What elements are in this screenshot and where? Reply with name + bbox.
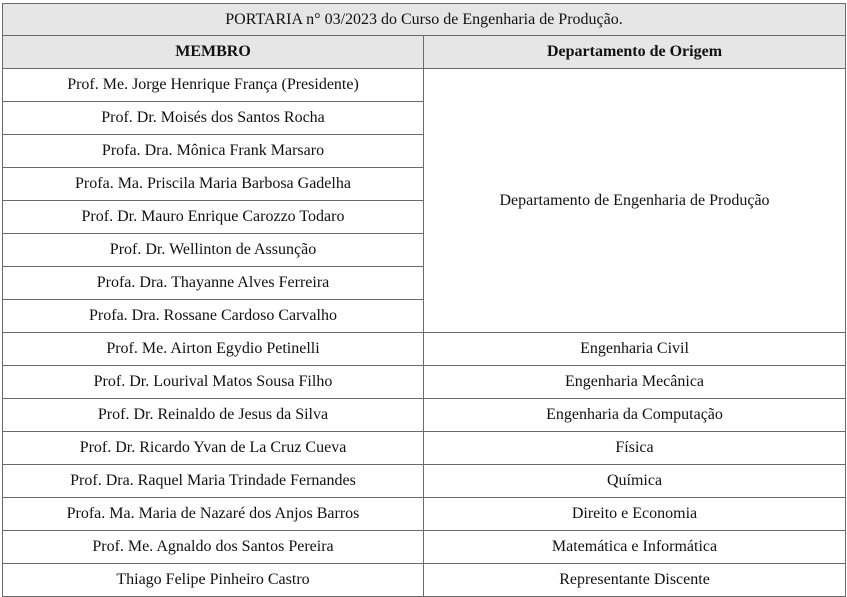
portaria-table — [2, 3, 846, 597]
department-cell: Engenharia da Computação — [424, 399, 846, 432]
member-cell: Prof. Me. Agnaldo dos Santos Pereira — [3, 531, 424, 564]
table-row — [3, 465, 846, 498]
column-header-department: Departamento de Origem — [424, 36, 846, 69]
table-row — [3, 333, 846, 366]
table-title-row — [3, 4, 846, 36]
member-cell: Profa. Ma. Priscila Maria Barbosa Gadelha — [3, 168, 424, 201]
table-row — [3, 69, 846, 102]
table-row — [3, 366, 846, 399]
member-cell: Thiago Felipe Pinheiro Castro — [3, 564, 424, 597]
member-cell: Profa. Dra. Thayanne Alves Ferreira — [3, 267, 424, 300]
department-cell: Representante Discente — [424, 564, 846, 597]
member-cell: Prof. Me. Airton Egydio Petinelli — [3, 333, 424, 366]
department-cell: Matemática e Informática — [424, 531, 846, 564]
department-cell: Física — [424, 432, 846, 465]
member-cell: Prof. Dr. Moisés dos Santos Rocha — [3, 102, 424, 135]
table-row — [3, 498, 846, 531]
department-cell: Química — [424, 465, 846, 498]
member-cell: Prof. Dr. Lourival Matos Sousa Filho — [3, 366, 424, 399]
member-cell: Prof. Dr. Mauro Enrique Carozzo Todaro — [3, 201, 424, 234]
table-title: PORTARIA n° 03/2023 do Curso de Engenharia de Produção. — [3, 4, 846, 36]
table-row — [3, 564, 846, 597]
member-cell: Profa. Ma. Maria de Nazaré dos Anjos Barros — [3, 498, 424, 531]
member-cell: Profa. Dra. Rossane Cardoso Carvalho — [3, 300, 424, 333]
table-row — [3, 399, 846, 432]
member-cell: Prof. Dr. Reinaldo de Jesus da Silva — [3, 399, 424, 432]
department-cell: Engenharia Mecânica — [424, 366, 846, 399]
table-row — [3, 531, 846, 564]
department-cell-merged: Departamento de Engenharia de Produção — [424, 69, 846, 333]
department-cell: Direito e Economia — [424, 498, 846, 531]
member-cell: Prof. Dr. Ricardo Yvan de La Cruz Cueva — [3, 432, 424, 465]
table-header-row — [3, 36, 846, 69]
member-cell: Prof. Me. Jorge Henrique França (Presidente) — [3, 69, 424, 102]
member-cell: Profa. Dra. Mônica Frank Marsaro — [3, 135, 424, 168]
column-header-member: MEMBRO — [3, 36, 424, 69]
department-cell: Engenharia Civil — [424, 333, 846, 366]
member-cell: Prof. Dr. Wellinton de Assunção — [3, 234, 424, 267]
member-cell: Prof. Dra. Raquel Maria Trindade Fernandes — [3, 465, 424, 498]
table-row — [3, 432, 846, 465]
